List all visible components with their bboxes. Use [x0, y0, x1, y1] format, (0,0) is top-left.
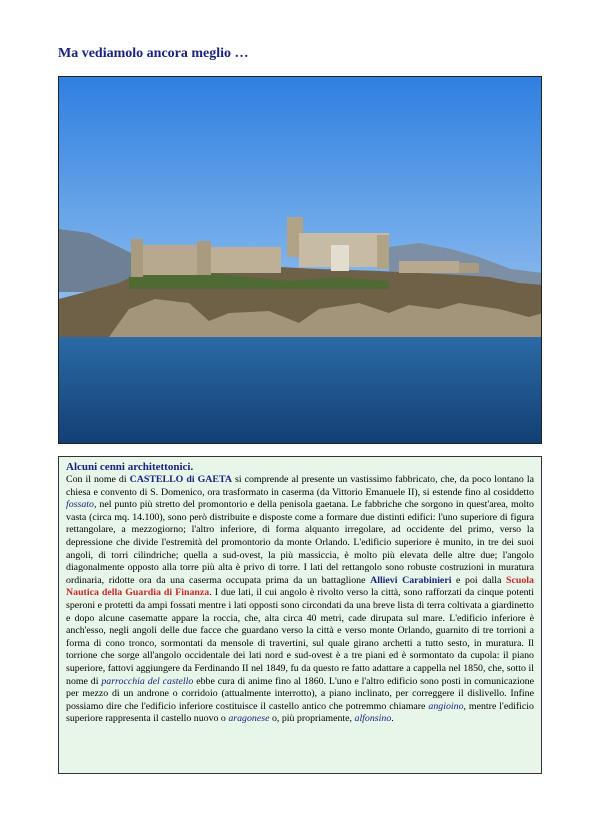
term-fossato: fossato [66, 499, 94, 511]
allievi-carabinieri: Allievi Carabinieri [370, 574, 452, 586]
castle-right-tower [377, 235, 389, 269]
term-angioino: angioino [428, 700, 464, 712]
architecture-notes [58, 456, 542, 774]
section-title: Alcuni cenni architettonici. [66, 461, 194, 473]
castle-round-tower [197, 241, 211, 275]
term-parrocchia: parrocchia del castello [101, 675, 194, 687]
castle-east-bastion [459, 263, 479, 273]
text-segment: ebbe cura di anime fino al 1860. L'uno e l'altro edificio sono posti in comunicazione per mezzo di un androne o corridoio (attualmente interrotto), a piano inclinato, per correggere il dislivello. Infine possiamo dire che l'edificio inferiore costituisce il castello antico che potremmo chiamare [66, 675, 535, 712]
sea [59, 337, 542, 444]
castle-middle-wall [211, 247, 281, 273]
castle-east-wall [399, 261, 459, 273]
text-segment: . [391, 713, 394, 725]
castle-name: CASTELLO di GAETA [129, 474, 232, 485]
text-segment: si comprende al presente un vastissimo fabbricato, che, da poco lontano la chiesa e convento di S. Domenico, ora trasformato in caserma (da Vittorio Emanuele II), si estende fino al cosiddetto [66, 474, 534, 498]
text-segment: , nel punto più stretto del promontorio e della penisola gaetana. Le fabbriche che sorgono in quest'area, molto vasta (circa mq. 14.100), sono però distribuite e disposte come a formare due distinti edifici: l'uno superiore di figura rettangolare, a mezzogiorno; l'altro inferiore, di forma alquanto irregolare, ad occidente del primo, verso la depressione che divide l'estremità del promontorio da monte Orlando. L'edificio superiore è munito, in tre dei suoi angoli, di torri cilindriche; quella a sud-ovest, la più massiccia, è molto più elevata delle altre due; l'angolo diagonalmente opposto alla torre più alta è privo di torre. I lati del rettangolo sono robuste costruzioni in muratura ordinaria, ridotte ora da una caserma occupata prima da un battaglione [66, 499, 534, 586]
castle-of-gaeta-image [59, 77, 542, 444]
term-aragonese: aragonese [228, 713, 270, 725]
scuola-nautica: Scuola Nautica della Guardia di Finanza [66, 574, 534, 599]
text-segment: Con il nome di [66, 474, 130, 485]
page-heading: Ma vediamolo ancora meglio … [58, 46, 249, 61]
castle-white-facade [331, 245, 349, 271]
text-segment: , mentre l'edificio superiore rappresenta il castello nuovo o [66, 700, 534, 725]
text-segment: e poi dalla [451, 574, 506, 586]
castle-photo [58, 76, 542, 444]
castle-left-tower [131, 239, 143, 277]
text-segment: o, più propriamente, [269, 713, 355, 725]
term-alfonsino: alfonsino [354, 713, 392, 725]
text-segment: . I due lati, il cui angolo è rivolto verso la città, sono rafforzati da cinque potenti speroni e protetti da ampi fossati mentre i lati opposti sono circondati da una breve lista di terra coltivata a giardinetto e dopo alcune casematte appare la roccia, che, alta circa 40 metri, cade dirupata sul mare. L'edificio inferiore è anch'esso, negli angoli delle due facce che guardano verso la città e verso monte Orlando, guarnito di tre torrioni a forma di cono tronco, sormontati da mensole di travertini, sul quale girano archetti a tutto sesto, in muratura. Il torrione che sorge all'angolo occidentale dei lati nord e sud-ovest è a tre piani ed è sormontato da cupola: il piano superiore, fattovi aggiungere da Ferdinando II nel 1849, fu da questo re fatto adattare a cappella nel 1850, che, sotto il nome di [66, 587, 535, 687]
